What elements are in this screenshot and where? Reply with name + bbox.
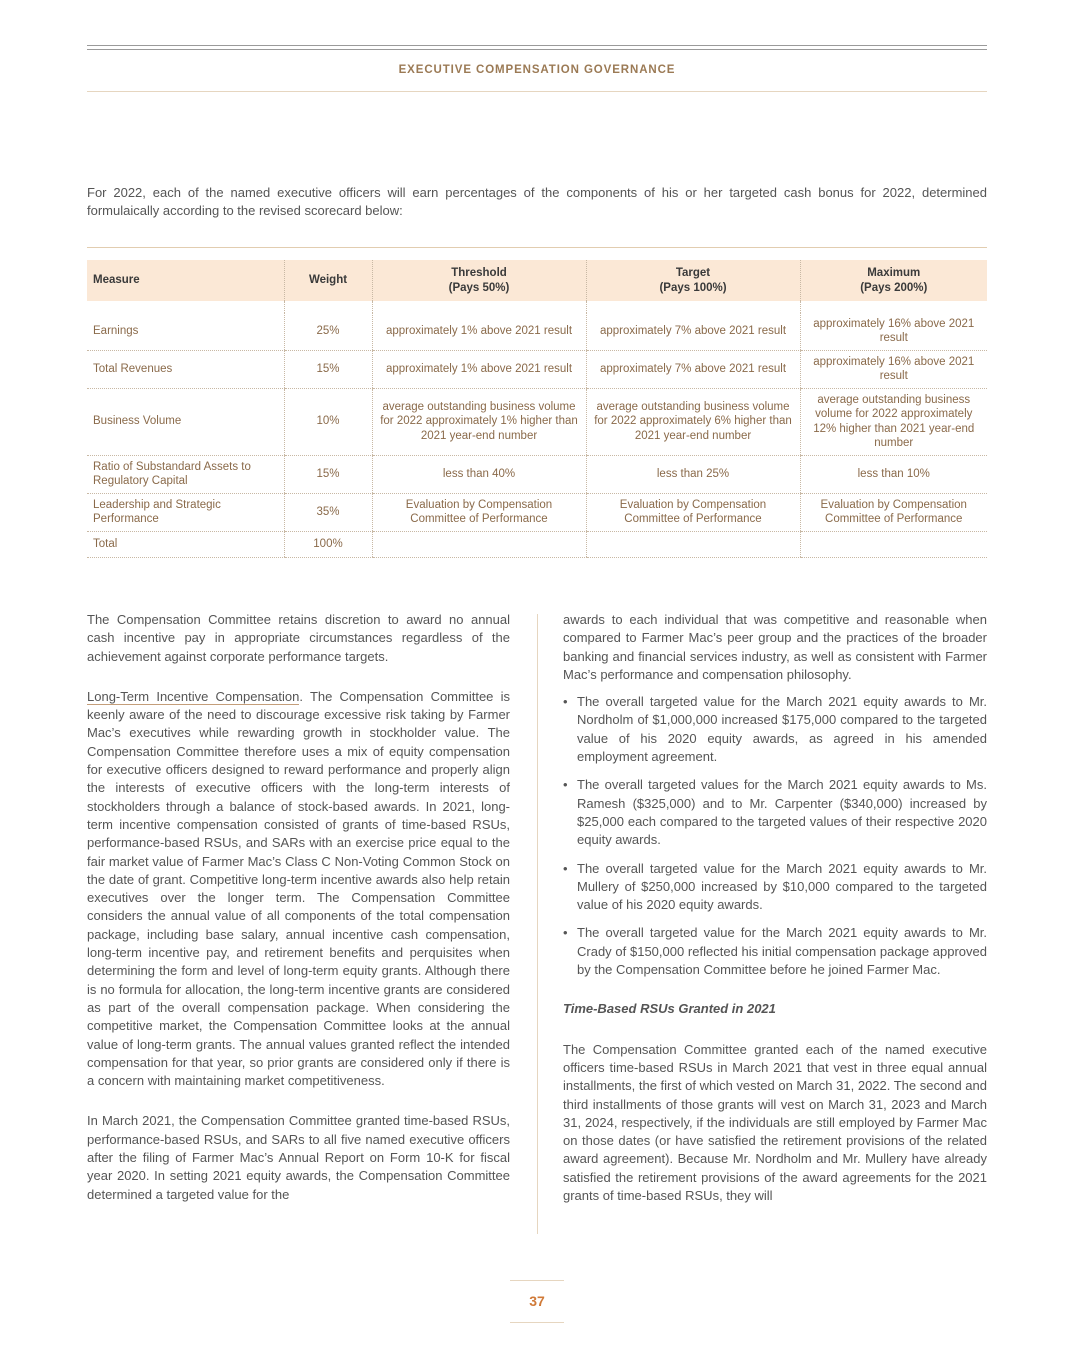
cell-threshold: approximately 1% above 2021 result — [372, 350, 586, 388]
right-column — [563, 611, 987, 1205]
bullet-icon: • — [563, 777, 568, 793]
header-maximum-sub: (Pays 200%) — [860, 281, 928, 294]
cell-maximum: approximately 16% above 2021 result — [800, 313, 987, 350]
right-paragraph-rsus: The Compensation Committee granted each of the named executive officers time-based RSUs in March 2021 that vest in three equal annual installments, the first of which vested on March 31, 2022. The second and third installments of those grants will vest on March 31, 2023 and March 31, 2024, respectively, if the individuals are still employed by Farmer Mac on those dates (or have satisfied the retirement provisions of the related award agreement). Because Mr. Nordholm and Mr. Mullery have already satisfied the retirement provisions of the award agreements for the 2021 grants of time-based RSUs, they will — [563, 1041, 987, 1204]
bullet-icon: • — [563, 925, 568, 941]
cell-threshold — [372, 531, 586, 557]
header-measure: Measure — [87, 260, 284, 301]
header-maximum-label: Maximum — [867, 266, 921, 279]
cell-weight: 10% — [284, 388, 372, 455]
cell-weight: 35% — [284, 493, 372, 531]
list-item — [563, 693, 987, 766]
table-row — [87, 455, 987, 493]
ltic-body: . The Compensation Committee is keenly aware of the need to discourage excessive risk taking by Farmer Mac’s executives while rewarding growth in stockholder value. The Compensation Committee therefore uses a mix of equity compensation for executive officers designed to reward performance and properly align the interests of executive officers with the long-term interests of stockholders through a balance of stock-based awards. In 2021, long-term incentive compensation consisted of grants of time-based RSUs, performance-based RSUs, and SARs with an exercise price equal to the fair market value of Farmer Mac’s Class C Non-Voting Common Stock on the date of grant. Competitive long-term incentive awards also help retain executives over the longer term. The Compensation Committee considers the annual value of all components of the total compensation package, including base salary, annual incentive cash compensation, long-term incentive pay, and retirement benefits and perquisites when determining the form and level of long-term equity grants. Although there is no formula for allocation, the long-term incentive grants are considered as part of the overall compensation package. When considering the competitive market, the Compensation Committee looks at the annual value of long-term grants. The annual values granted reflect the intended compensation for that year, so prior grants are considered only if there is a concern with maintaining market competitiveness. — [87, 688, 510, 1089]
list-item-text: The overall targeted value for the March 2021 equity awards to Mr. Crady of $150,000 reflected his initial compensation package approved by the Compensation Committee before he joined Farmer Mac. — [577, 925, 987, 978]
header-rule-top — [87, 45, 987, 46]
ltic-heading: Long-Term Incentive Compensation — [87, 688, 300, 704]
cell-threshold: approximately 1% above 2021 result — [372, 313, 586, 350]
running-header: EXECUTIVE COMPENSATION GOVERNANCE — [398, 64, 676, 76]
cell-weight: 25% — [284, 313, 372, 350]
page-number-rule-top — [510, 1280, 564, 1281]
bullet-icon: • — [563, 860, 568, 876]
table-header-row — [87, 260, 987, 301]
cell-maximum: less than 10% — [800, 455, 987, 493]
cell-maximum — [800, 531, 987, 557]
left-paragraph-ltic — [87, 688, 510, 1091]
header-target-label: Target — [675, 266, 711, 279]
header-threshold-label: Threshold — [451, 266, 507, 279]
header-target — [586, 260, 800, 301]
list-item-text: The overall targeted value for the March 2021 equity awards to Mr. Nordholm of $1,000,000 increased $175,000 compared to the targeted value of his 2020 equity awards, as agreed in his amended employment agreement. — [577, 694, 987, 765]
right-paragraph-awards: awards to each individual that was competitive and reasonable when compared to Farmer Mac’s peer group and the practices of the broader banking and financial services industry, as well as consistent with Farmer Mac’s performance and compensation philosophy. — [563, 612, 987, 682]
cell-target: approximately 7% above 2021 result — [586, 313, 800, 350]
cell-maximum: average outstanding business volume for 2022 approximately 12% higher than 2021 year-end number — [800, 388, 987, 455]
cell-target: Evaluation by Compensation Committee of Performance — [586, 493, 800, 531]
cell-measure: Total Revenues — [87, 350, 284, 388]
cell-weight: 15% — [284, 455, 372, 493]
header-target-sub: (Pays 100%) — [659, 281, 727, 294]
table-top-rule — [87, 247, 987, 248]
list-item-text: The overall targeted values for the March 2021 equity awards to Ms. Ramesh ($325,000) and to Mr. Carpenter ($340,000) increased by $25,000 each compared to the targeted values of their respective 2020 equity awards. — [577, 777, 987, 848]
subheading-time-based-rsus: Time-Based RSUs Granted in 2021 — [563, 1001, 776, 1017]
cell-measure: Total — [87, 531, 284, 557]
table-row — [87, 313, 987, 350]
table-row — [87, 388, 987, 455]
list-item — [563, 776, 987, 849]
cell-measure: Business Volume — [87, 388, 284, 455]
cell-maximum: approximately 16% above 2021 result — [800, 350, 987, 388]
table-spacer-row — [87, 301, 987, 313]
intro-paragraph: For 2022, each of the named executive officers will earn percentages of the components of his or her targeted cash bonus for 2022, determined formulaically according to the revised scorecard below: — [87, 185, 987, 218]
header-weight: Weight — [284, 260, 372, 301]
cell-target: less than 25% — [586, 455, 800, 493]
cell-target: approximately 7% above 2021 result — [586, 350, 800, 388]
table-row-total — [87, 531, 987, 557]
cell-weight: 15% — [284, 350, 372, 388]
cell-measure: Leadership and Strategic Performance — [87, 493, 284, 531]
cell-weight: 100% — [284, 531, 372, 557]
page-number: 37 — [529, 1293, 545, 1309]
list-item — [563, 860, 987, 915]
equity-award-list — [563, 693, 987, 979]
scorecard-table — [87, 260, 987, 558]
header-threshold — [372, 260, 586, 301]
table-row — [87, 493, 987, 531]
cell-measure: Earnings — [87, 313, 284, 350]
column-divider — [537, 614, 538, 1234]
page-number-rule-bottom — [510, 1322, 564, 1323]
cell-maximum: Evaluation by Compensation Committee of Performance — [800, 493, 987, 531]
cell-threshold: Evaluation by Compensation Committee of Performance — [372, 493, 586, 531]
header-maximum — [800, 260, 987, 301]
header-threshold-sub: (Pays 50%) — [448, 281, 510, 294]
list-item — [563, 924, 987, 979]
left-column — [87, 611, 510, 1204]
bullet-icon: • — [563, 694, 568, 710]
cell-threshold: average outstanding business volume for 2022 approximately 1% higher than 2021 year-end number — [372, 388, 586, 455]
cell-threshold: less than 40% — [372, 455, 586, 493]
cell-target — [586, 531, 800, 557]
list-item-text: The overall targeted value for the March 2021 equity awards to Mr. Mullery of $250,000 increased by $10,000 compared to the targeted value of his 2020 equity awards. — [577, 860, 987, 913]
header-rule-bottom — [87, 91, 987, 92]
cell-measure: Ratio of Substandard Assets to Regulatory Capital — [87, 455, 284, 493]
table-row — [87, 350, 987, 388]
left-paragraph-discretion: The Compensation Committee retains discretion to award no annual cash incentive pay in appropriate circumstances regardless of the achievement against corporate performance targets. — [87, 612, 510, 664]
header-rule-second — [87, 49, 987, 50]
left-paragraph-march-2021: In March 2021, the Compensation Committee granted time-based RSUs, performance-based RSUs, and SARs to all five named executive officers after the filing of Farmer Mac’s Annual Report on Form 10-K for fiscal year 2020. In setting 2021 equity awards, the Compensation Committee determined a targeted value for the — [87, 1113, 510, 1202]
cell-target: average outstanding business volume for 2022 approximately 6% higher than 2021 year-end number — [586, 388, 800, 455]
